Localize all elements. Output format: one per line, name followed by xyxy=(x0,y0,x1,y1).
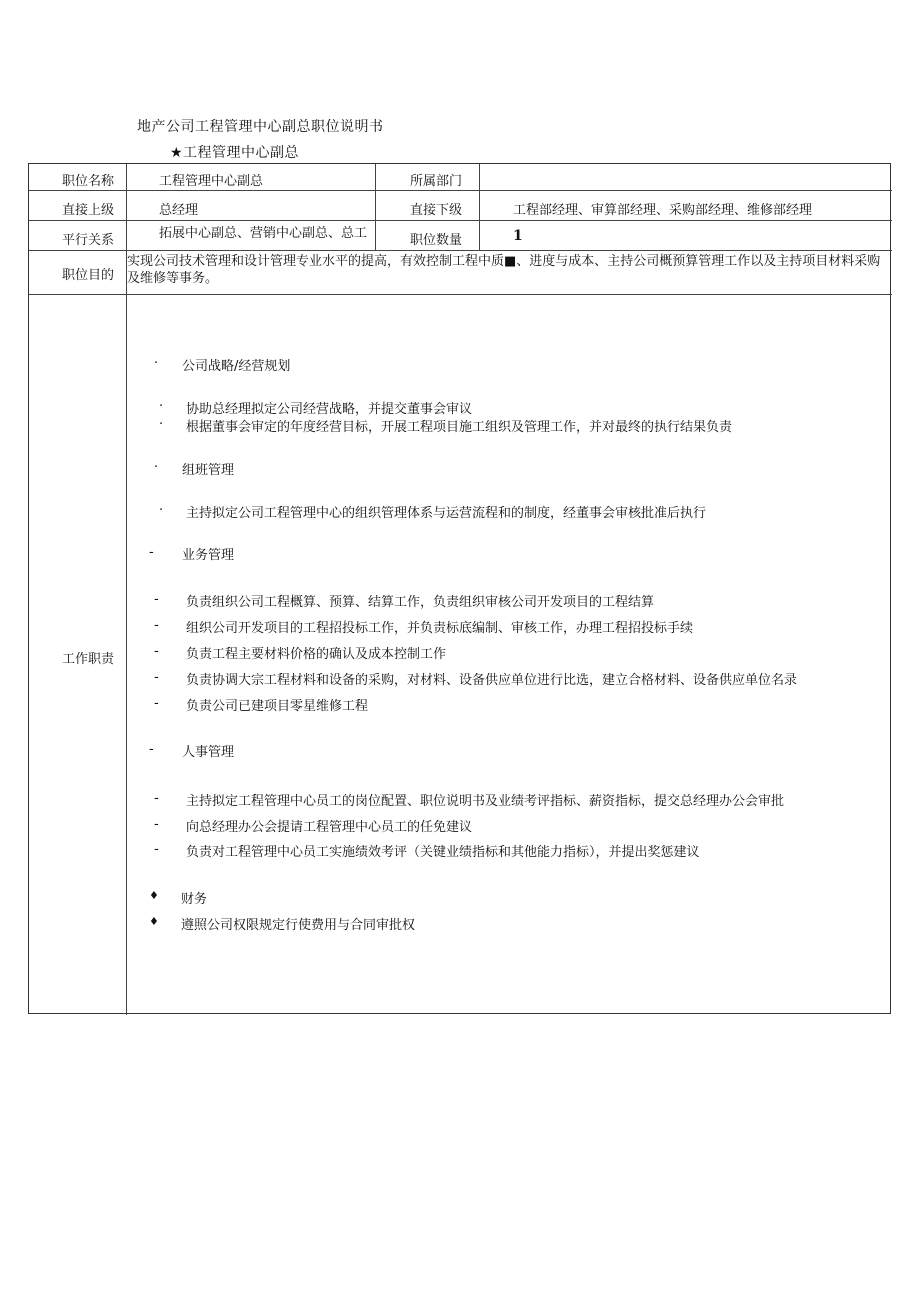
position-name-value: 工程管理中心副总 xyxy=(159,174,264,189)
duty-item: 根据董事会审定的年度经营目标，开展工程项目施工组织及管理工作，并对最终的执行结果负责 xyxy=(186,420,733,435)
row-divider xyxy=(29,250,892,251)
headcount-value: 1 xyxy=(513,228,523,244)
duty-item: 主持拟定公司工程管理中心的组织管理体系与运营流程和的制度，经董事会审核批准后执行 xyxy=(186,506,707,521)
column-divider xyxy=(126,164,127,1015)
duty-item: 主持拟定工程管理中心员工的岗位配置、职位说明书及业绩考评指标、薪资指标，提交总经理办公会审批 xyxy=(186,794,785,809)
bullet-dot: · xyxy=(159,417,164,432)
document-title: 地产公司工程管理中心副总职位说明书 xyxy=(137,119,384,135)
document-subtitle: ★工程管理中心副总 xyxy=(170,145,300,161)
parallel-value-clip xyxy=(159,222,371,248)
bullet-dash: - xyxy=(154,592,159,607)
bullet-dash: - xyxy=(154,618,159,633)
superior-label: 直接上级 xyxy=(62,203,115,218)
section-heading: 人事管理 xyxy=(182,745,235,760)
subordinate-value: 工程部经理、审算部经理、采购部经理、维修部经理 xyxy=(513,203,813,218)
duty-item: 负责工程主要材料价格的确认及成本控制工作 xyxy=(186,647,447,662)
subordinate-label: 直接下级 xyxy=(410,203,463,218)
bullet-dash: - xyxy=(149,545,154,560)
column-divider xyxy=(375,164,376,250)
job-description-table xyxy=(28,163,891,1014)
duty-item: 负责公司已建项目零星维修工程 xyxy=(186,699,369,714)
parallel-label: 平行关系 xyxy=(62,233,115,248)
bullet-dash: - xyxy=(154,696,159,711)
bullet-dash: - xyxy=(154,842,159,857)
duty-item: 向总经理办公会提请工程管理中心员工的任免建议 xyxy=(186,820,473,835)
row-divider xyxy=(29,190,892,191)
bullet-dot: · xyxy=(154,356,159,371)
bullet-diamond: ♦ xyxy=(149,889,159,902)
bullet-dash: - xyxy=(154,644,159,659)
duty-item: 负责组织公司工程概算、预算、结算工作，负责组织审核公司开发项目的工程结算 xyxy=(186,595,655,610)
section-heading: 业务管理 xyxy=(182,548,235,563)
row-divider xyxy=(29,294,892,295)
duty-item: 遵照公司权限规定行使费用与合同审批权 xyxy=(181,918,416,933)
bullet-dash: - xyxy=(154,670,159,685)
duty-item: 负责协调大宗工程材料和设备的采购，对材料、设备供应单位进行比选，建立合格材料、设备供应单位名录 xyxy=(186,673,798,688)
duty-item: 协助总经理拟定公司经营战略，并提交董事会审议 xyxy=(186,402,473,417)
column-divider xyxy=(479,164,480,250)
duty-item: 组织公司开发项目的工程招投标工作，并负责标底编制、审核工作，办理工程招投标手续 xyxy=(186,621,694,636)
section-heading: 财务 xyxy=(181,892,208,907)
bullet-dash: - xyxy=(154,817,159,832)
parallel-value: 拓展中心副总、营销中心副总、总工 xyxy=(159,226,368,241)
headcount-label: 职位数量 xyxy=(410,233,463,248)
purpose-label: 职位目的 xyxy=(62,268,115,283)
row-divider xyxy=(29,220,892,221)
bullet-dash: - xyxy=(154,791,159,806)
bullet-diamond: ♦ xyxy=(149,915,159,928)
section-heading: 组班管理 xyxy=(182,463,235,478)
section-heading: 公司战略/经营规划 xyxy=(182,359,291,374)
department-label: 所属部门 xyxy=(410,174,463,189)
bullet-dot: · xyxy=(159,503,164,518)
duties-label: 工作职责 xyxy=(62,652,115,667)
bullet-dot: · xyxy=(159,399,164,414)
superior-value: 总经理 xyxy=(159,203,199,218)
duty-item: 负责对工程管理中心员工实施绩效考评（关键业绩指标和其他能力指标），并提出奖惩建议 xyxy=(186,845,700,860)
bullet-dot: · xyxy=(154,460,159,475)
position-name-label: 职位名称 xyxy=(62,174,115,189)
bullet-dash: - xyxy=(149,742,154,757)
purpose-value: 实现公司技术管理和设计管理专业水平的提高，有效控制工程中质■、进度与成本、主持公司概预算管理工作以及主持项目材料采购及维修等事务。 xyxy=(127,254,881,286)
